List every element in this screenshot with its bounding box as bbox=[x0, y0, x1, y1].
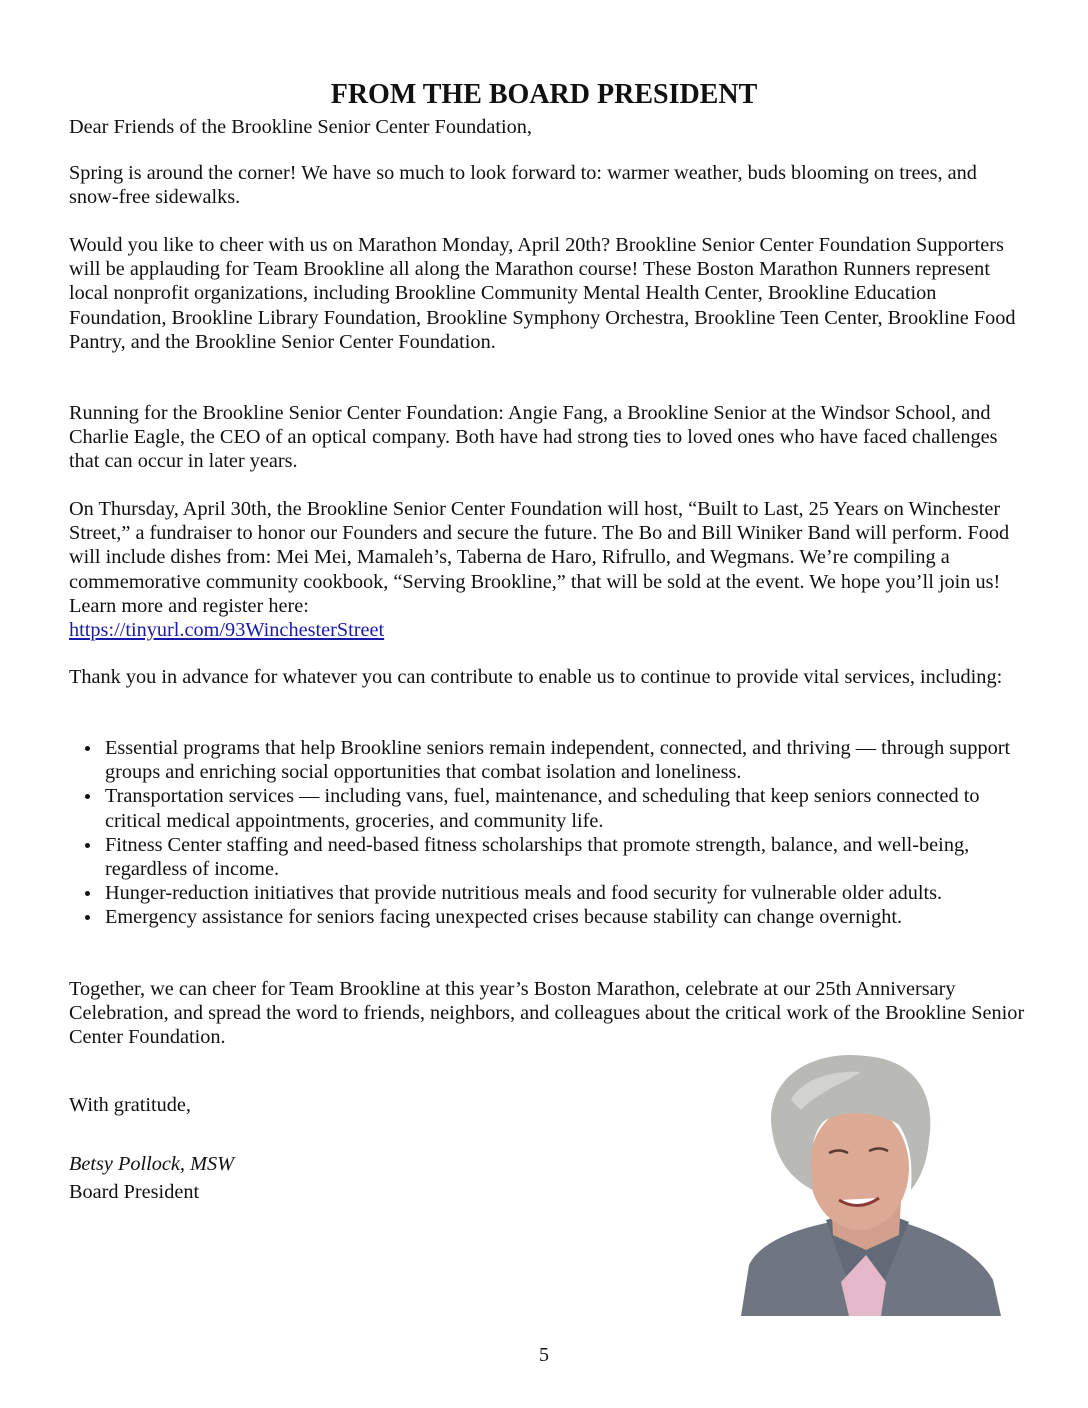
portrait-image bbox=[731, 1050, 1016, 1316]
bullet-icon bbox=[85, 843, 90, 848]
paragraph-thank-you: Thank you in advance for whatever you can contribute to enable us to continue to provide vital services, including: bbox=[69, 666, 1003, 688]
president-photo bbox=[731, 1050, 1016, 1316]
bullet-icon bbox=[85, 794, 90, 799]
list-item: Essential programs that help Brookline seniors remain independent, connected, and thriving — through support groups and enriching social opportunities that combat isolation and loneliness. bbox=[69, 736, 1034, 784]
bullet-icon bbox=[85, 915, 90, 920]
paragraph-marathon: Would you like to cheer with us on Marathon Monday, April 20th? Brookline Senior Center Foundation Supporters will be applauding for Team Brookline all along the Marathon course! These Boston Marathon Runners represent local nonprofit organizations, including Brookline Community Mental Health Center, Brookline Education Foundation, Brookline Library Foundation, Brookline Symphony Orchestra, Brookline Teen Center, Brookline Food Pantry, and the Brookline Senior Center Foundation. bbox=[69, 234, 1016, 353]
bullet-icon bbox=[85, 746, 90, 751]
register-link[interactable]: https://tinyurl.com/93WinchesterStreet bbox=[69, 619, 385, 642]
list-item: Hunger-reduction initiatives that provide nutritious meals and food security for vulnerable older adults. bbox=[69, 881, 1034, 905]
signoff: With gratitude, bbox=[69, 1094, 191, 1116]
page-number: 5 bbox=[539, 1344, 549, 1366]
list-item: Emergency assistance for seniors facing unexpected crises because stability can change overnight. bbox=[69, 905, 1034, 929]
signature-name: Betsy Pollock, MSW bbox=[69, 1153, 235, 1175]
list-item: Fitness Center staffing and need-based fitness scholarships that promote strength, balance, and well-being, regardless of income. bbox=[69, 833, 1034, 881]
paragraph-fundraiser-text: On Thursday, April 30th, the Brookline Senior Center Foundation will host, “Built to Last, 25 Years on Winchester Street,” a fundraiser to honor our Founders and secure the future. The Bo and Bill Winiker Band will perform. Food will include dishes from: Mei Mei, Mamaleh’s, Taberna de Haro, Rifrullo, and Wegmans. We’re compiling a commemorative community cookbook, “Serving Brookline,” that will be sold at the event. We hope you’ll join us! Learn more and register here: bbox=[69, 498, 1010, 617]
bullet-icon bbox=[85, 891, 90, 896]
paragraph-fundraiser bbox=[69, 497, 1029, 642]
paragraph-spring: Spring is around the corner! We have so much to look forward to: warmer weather, buds blooming on trees, and snow-free sidewalks. bbox=[69, 162, 977, 209]
signature-title: Board President bbox=[69, 1181, 200, 1203]
services-list bbox=[69, 736, 1034, 930]
list-item: Transportation services — including vans, fuel, maintenance, and scheduling that keep seniors connected to critical medical appointments, groceries, and community life. bbox=[69, 784, 1034, 832]
paragraph-runners: Running for the Brookline Senior Center Foundation: Angie Fang, a Brookline Senior at the Windsor School, and Charlie Eagle, the CEO of an optical company. Both have had strong ties to loved ones who have faced challenges that can occur in later years. bbox=[69, 402, 998, 473]
salutation: Dear Friends of the Brookline Senior Center Foundation, bbox=[69, 116, 533, 138]
closing-paragraph: Together, we can cheer for Team Brookline at this year’s Boston Marathon, celebrate at our 25th Anniversary Celebration, and spread the word to friends, neighbors, and colleagues about the critical work of the Brookline Senior Center Foundation. bbox=[69, 978, 1025, 1049]
page-title: FROM THE BOARD PRESIDENT bbox=[330, 78, 758, 110]
